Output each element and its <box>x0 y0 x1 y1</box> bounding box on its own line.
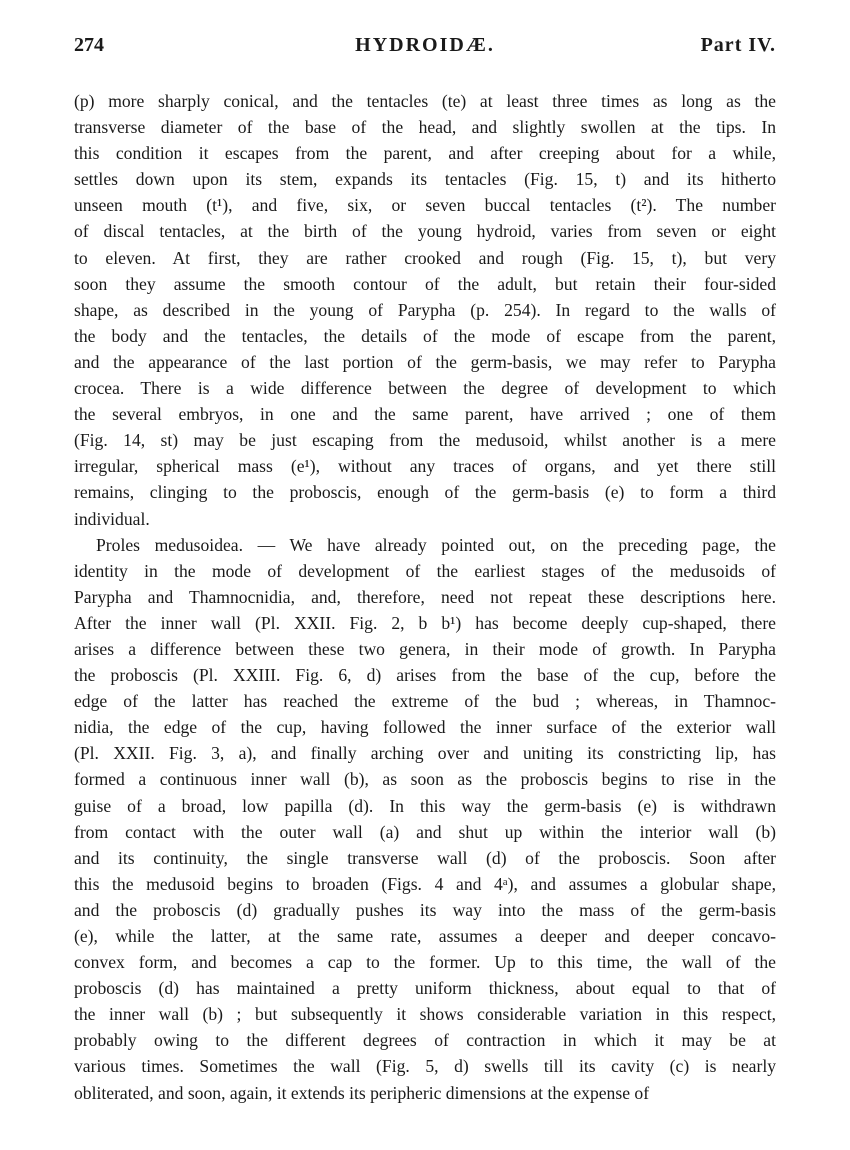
text-line: the proboscis (Pl. XXIII. Fig. 6, d) arises from the base of the cup, before the <box>74 665 776 686</box>
running-title: HYDROIDÆ. <box>355 34 495 56</box>
text-line: and the proboscis (d) gradually pushes its way into the mass of the germ-basis <box>74 899 776 920</box>
text-line: Proles medusoidea. — We have already pointed out, on the preceding page, the <box>96 534 776 555</box>
text-line: crocea. There is a wide difference between the degree of development to which <box>74 378 776 399</box>
text-line: individual. <box>74 508 150 529</box>
text-line: settles down upon its stem, expands its tentacles (Fig. 15, t) and its hitherto <box>74 169 776 190</box>
text-line: to eleven. At first, they are rather crooked and rough (Fig. 15, t), but very <box>74 247 776 268</box>
text-line: shape, as described in the young of Parypha (p. 254). In regard to the walls of <box>74 299 776 320</box>
text-line: (p) more sharply conical, and the tentacles (te) at least three times as long as the <box>74 91 776 111</box>
text-line: this condition it escapes from the parent, and after creeping about for a while, <box>74 143 776 164</box>
text-line: remains, clinging to the proboscis, enough of the germ-basis (e) to form a third <box>74 482 776 503</box>
text-line: edge of the latter has reached the extreme of the bud ; whereas, in Thamnoc- <box>74 691 776 712</box>
text-line: (Pl. XXII. Fig. 3, a), and finally arching over and uniting its constricting lip, has <box>74 743 776 764</box>
page-number: 274 <box>74 34 104 56</box>
text-line: formed a continuous inner wall (b), as soon as the proboscis begins to rise in the <box>74 769 776 790</box>
text-line: proboscis (d) has maintained a pretty uniform thickness, about equal to that of <box>74 978 776 999</box>
text-line: arises a difference between these two genera, in their mode of growth. In Parypha <box>74 638 776 659</box>
body-text <box>74 88 776 1106</box>
text-line: various times. Sometimes the wall (Fig. 5, d) swells till its cavity (c) is nearly <box>74 1056 776 1077</box>
text-line: and the appearance of the last portion of the germ-basis, we may refer to Parypha <box>74 351 776 372</box>
text-line: and its continuity, the single transverse wall (d) of the proboscis. Soon after <box>74 847 776 868</box>
text-line: guise of a broad, low papilla (d). In this way the germ-basis (e) is withdrawn <box>74 795 776 816</box>
text-line: of discal tentacles, at the birth of the young hydroid, varies from seven or eight <box>74 221 776 242</box>
part-label: Part IV. <box>700 34 776 56</box>
text-line: this the medusoid begins to broaden (Figs. 4 and 4ᵃ), and assumes a globular shape, <box>74 873 776 894</box>
text-line: the inner wall (b) ; but subsequently it shows considerable variation in this respect, <box>74 1004 776 1025</box>
text-line: convex form, and becomes a cap to the former. Up to this time, the wall of the <box>74 952 776 973</box>
text-line: the body and the tentacles, the details of the mode of escape from the parent, <box>74 325 776 346</box>
text-line: Parypha and Thamnocnidia, and, therefore, need not repeat these descriptions here. <box>74 586 776 607</box>
text-line: probably owing to the different degrees of contraction in which it may be at <box>74 1030 776 1051</box>
text-line: After the inner wall (Pl. XXII. Fig. 2, b b¹) has become deeply cup-shaped, there <box>74 612 776 633</box>
text-line: (Fig. 14, st) may be just escaping from the medusoid, whilst another is a mere <box>74 430 776 451</box>
text-line: soon they assume the smooth contour of the adult, but retain their four-sided <box>74 273 776 294</box>
text-line: transverse diameter of the base of the head, and slightly swollen at the tips. In <box>74 117 776 138</box>
text-line: the several embryos, in one and the same parent, have arrived ; one of them <box>74 404 776 425</box>
text-line: obliterated, and soon, again, it extends its peripheric dimensions at the expense of <box>74 1082 650 1103</box>
text-line: from contact with the outer wall (a) and shut up within the interior wall (b) <box>74 821 776 842</box>
text-line: identity in the mode of development of the earliest stages of the medusoids of <box>74 560 776 581</box>
text-line: irregular, spherical mass (e¹), without any traces of organs, and yet there still <box>74 456 776 477</box>
text-line: (e), while the latter, at the same rate, assumes a deeper and deeper concavo- <box>74 926 776 946</box>
text-line: nidia, the edge of the cup, having followed the inner surface of the exterior wall <box>74 717 776 738</box>
page-header <box>74 34 776 64</box>
text-line: unseen mouth (t¹), and five, six, or seven buccal tentacles (t²). The number <box>74 195 776 216</box>
